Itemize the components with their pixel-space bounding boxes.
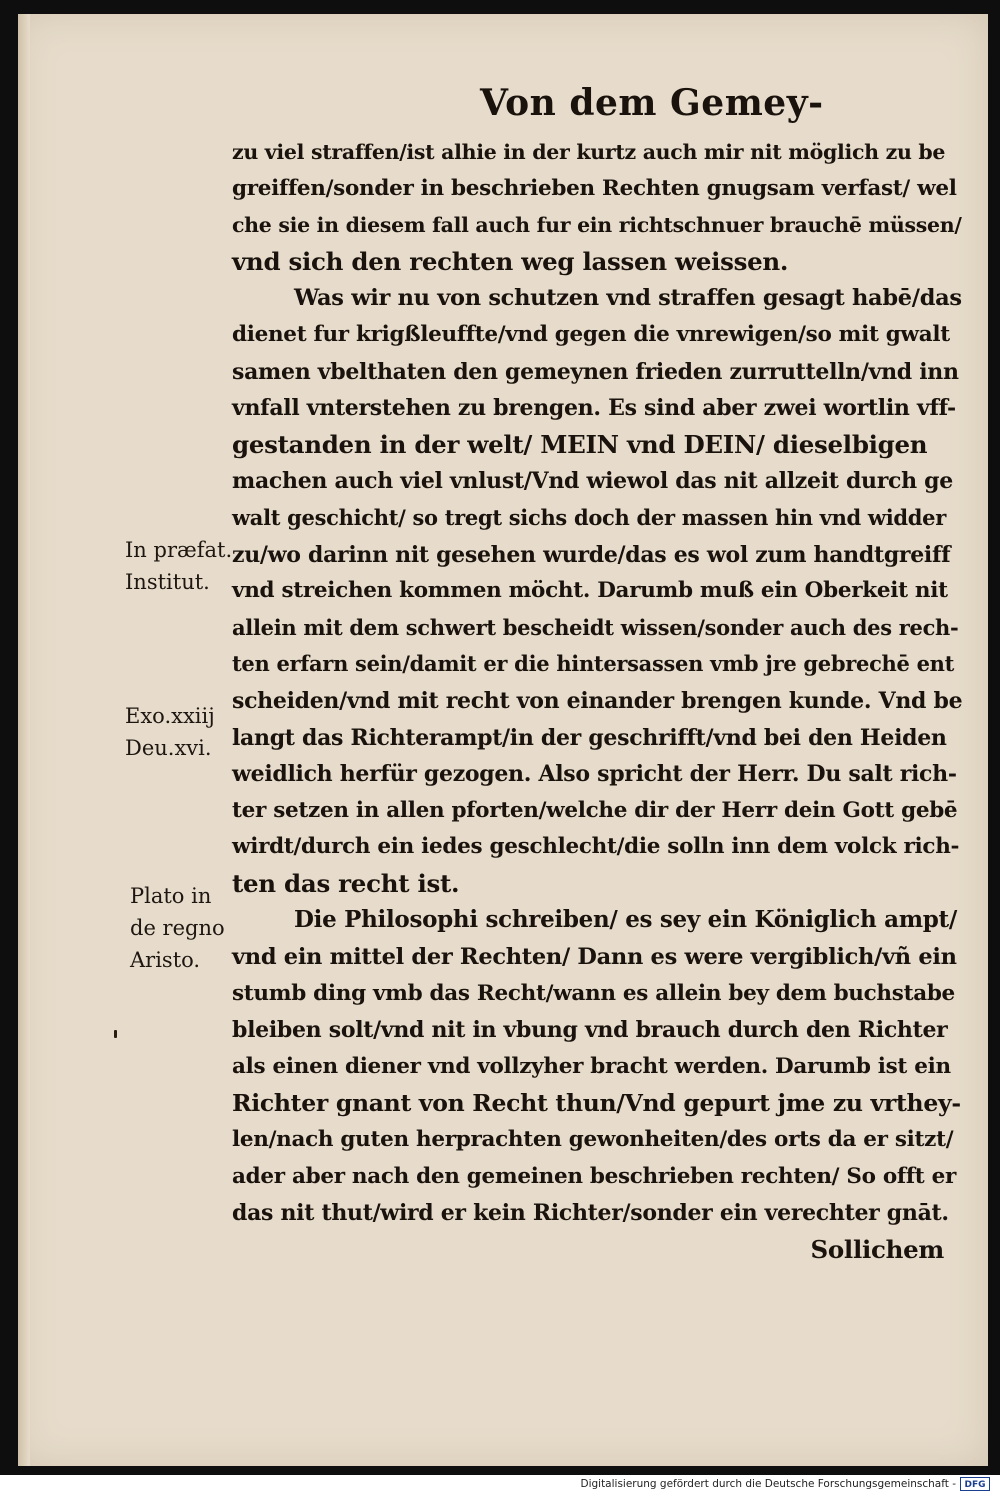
text-line: vnd ein mittel der Rechten/ Dann es were vergiblich/vñ ein — [232, 944, 957, 971]
text-line: scheiden/vnd mit recht von einander brengen kunde. Vnd be — [232, 687, 963, 714]
text-line: langt das Richterampt/in der geschrifft/vnd bei den Heiden — [232, 724, 947, 751]
margin-note-plato — [130, 880, 225, 976]
text-line: ader aber nach den gemeinen beschrieben rechten/ So offt er — [232, 1163, 957, 1189]
margin-note-line: Plato in — [130, 884, 212, 908]
text-line: stumb ding vmb das Recht/wann es allein bey dem buchstabe — [232, 980, 955, 1006]
text-line: Was wir nu von schutzen vnd straffen gesagt habē/das — [294, 285, 962, 312]
text-line: machen auch viel vnlust/Vnd wiewol das nit allzeit durch ge — [232, 468, 953, 495]
text-line: ter setzen in allen pforten/welche dir der Herr dein Gott gebē — [232, 797, 958, 823]
text-line: gestanden in der welt/ MEIN vnd DEIN/ dieselbigen — [232, 429, 928, 459]
ink-speck — [114, 1030, 117, 1038]
text-line: dienet fur krigßleuffte/vnd gegen die vnrewigen/so mit gwalt — [232, 321, 950, 347]
margin-note-institut — [125, 534, 232, 598]
text-line: samen vbelthaten den gemeynen frieden zurruttelln/vnd inn — [232, 358, 959, 385]
text-line: Richter gnant von Recht thun/Vnd gepurt jme zu vrthey- — [232, 1089, 961, 1118]
text-line: vnfall vnterstehen zu brengen. Es sind aber zwei wortlin vff- — [232, 395, 956, 422]
text-line: che sie in diesem fall auch fur ein richtschnuer brauchē müssen/ — [232, 213, 962, 238]
body-text — [232, 134, 962, 1268]
text-line: zu/wo darinn nit gesehen wurde/das es wol zum handtgreiff — [232, 541, 951, 568]
text-line: ten erfarn sein/damit er die hintersassen vmb jre gebrechē ent — [232, 651, 955, 677]
margin-note-exodus — [125, 700, 215, 764]
text-line: greiffen/sonder in beschrieben Rechten gnugsam verfast/ wel — [232, 175, 957, 201]
funding-credit: Digitalisierung gefördert durch die Deutsche Forschungsgemeinschaft - — [580, 1478, 956, 1490]
text-line: wirdt/durch ein iedes geschlecht/die solln inn dem volck rich- — [232, 834, 960, 860]
text-line: allein mit dem schwert bescheidt wissen/sonder auch des rech- — [232, 614, 959, 640]
catchword: Sollichem — [810, 1234, 944, 1264]
running-head: Von dem Gemey- — [480, 82, 824, 124]
text-line: vnd streichen kommen möcht. Darumb muß ein Oberkeit nit — [232, 578, 948, 604]
page-gutter-shadow — [18, 14, 30, 1466]
dfg-logo-icon: DFG — [960, 1477, 990, 1491]
text-line: zu viel straffen/ist alhie in der kurtz auch mir nit möglich zu be — [232, 140, 946, 164]
margin-note-line: Exo.xxiij — [125, 704, 215, 728]
text-line: walt geschicht/ so tregt sichs doch der massen hin vnd widder — [232, 504, 946, 530]
text-line: ten das recht ist. — [232, 868, 460, 898]
margin-note-line: de regno — [130, 916, 225, 940]
text-line: weidlich herfür gezogen. Also spricht der Herr. Du salt rich- — [232, 761, 957, 788]
text-line: Die Philosophi schreiben/ es sey ein Königlich ampt/ — [294, 906, 957, 934]
text-line: vnd sich den rechten weg lassen weissen. — [232, 246, 789, 276]
text-line: als einen diener vnd vollzyher bracht werden. Darumb ist ein — [232, 1053, 951, 1079]
text-line: das nit thut/wird er kein Richter/sonder ein verechter gnāt. — [232, 1200, 949, 1227]
text-line: bleiben solt/vnd nit in vbung vnd brauch durch den Richter — [232, 1017, 948, 1044]
margin-note-line: Deu.xvi. — [125, 736, 212, 760]
margin-note-line: Aristo. — [130, 948, 201, 972]
text-line: len/nach guten herprachten gewonheiten/des orts da er sitzt/ — [232, 1127, 954, 1153]
margin-note-line: In præfat. — [125, 538, 233, 562]
margin-note-line: Institut. — [125, 570, 210, 594]
